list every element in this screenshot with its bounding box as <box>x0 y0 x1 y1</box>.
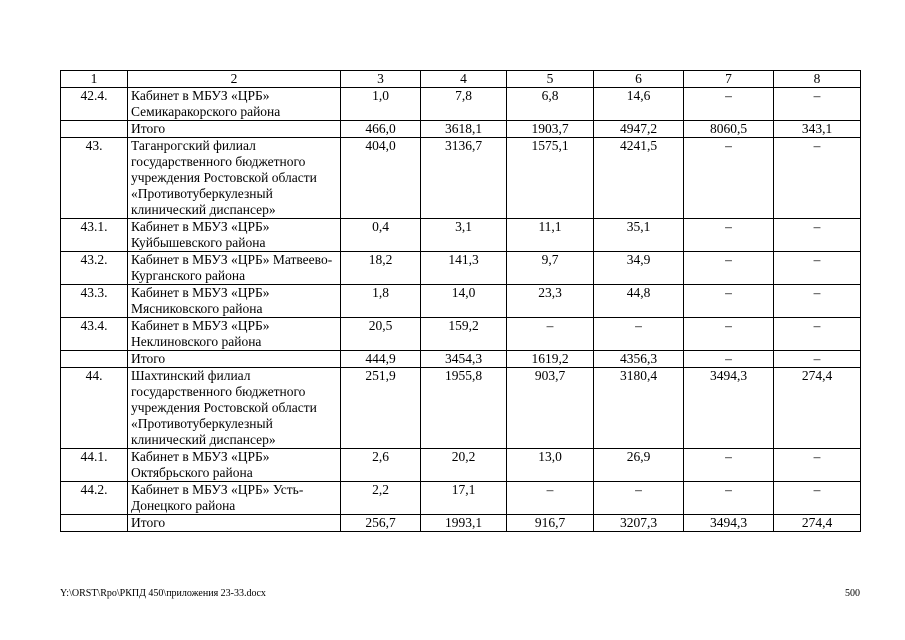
cell-v6: 4947,2 <box>594 121 684 138</box>
table-header-row <box>61 71 861 88</box>
cell-v8: – <box>774 88 861 121</box>
cell-num: 44. <box>61 368 128 449</box>
cell-v8: – <box>774 449 861 482</box>
header-cell: 2 <box>128 71 341 88</box>
cell-v6: 44,8 <box>594 285 684 318</box>
cell-v8: 274,4 <box>774 515 861 532</box>
cell-v6: 3207,3 <box>594 515 684 532</box>
header-cell: 5 <box>507 71 594 88</box>
cell-v3: 0,4 <box>341 219 421 252</box>
cell-v6: 35,1 <box>594 219 684 252</box>
cell-v5: 1575,1 <box>507 138 594 219</box>
cell-name: Итого <box>128 351 341 368</box>
page-number: 500 <box>845 588 860 599</box>
cell-name: Кабинет в МБУЗ «ЦРБ» Усть-Донецкого района <box>128 482 341 515</box>
cell-name: Шахтинский филиал государственного бюджетного учреждения Ростовской области «Противотуберкулезный клинический диспансер» <box>128 368 341 449</box>
cell-name: Таганрогский филиал государственного бюджетного учреждения Ростовской области «Противотуберкулезный клинический диспансер» <box>128 138 341 219</box>
cell-num: 44.2. <box>61 482 128 515</box>
file-path: Y:\ORST\Rpo\РКПД 450\приложения 23-33.docx <box>60 588 266 599</box>
cell-num <box>61 351 128 368</box>
cell-num: 43.1. <box>61 219 128 252</box>
cell-v6: 34,9 <box>594 252 684 285</box>
header-cell: 3 <box>341 71 421 88</box>
table-row <box>61 252 861 285</box>
cell-v6: 26,9 <box>594 449 684 482</box>
table-row <box>61 219 861 252</box>
cell-name: Итого <box>128 515 341 532</box>
cell-v5: 11,1 <box>507 219 594 252</box>
cell-v6: – <box>594 318 684 351</box>
cell-v7: 3494,3 <box>684 368 774 449</box>
cell-num <box>61 515 128 532</box>
cell-v5: 903,7 <box>507 368 594 449</box>
cell-v8: – <box>774 252 861 285</box>
cell-v5: 1619,2 <box>507 351 594 368</box>
cell-v3: 251,9 <box>341 368 421 449</box>
table-row <box>61 449 861 482</box>
cell-v4: 3,1 <box>421 219 507 252</box>
cell-v5: – <box>507 318 594 351</box>
cell-num: 44.1. <box>61 449 128 482</box>
cell-v3: 466,0 <box>341 121 421 138</box>
cell-v7: – <box>684 219 774 252</box>
cell-v4: 7,8 <box>421 88 507 121</box>
cell-v5: 13,0 <box>507 449 594 482</box>
cell-v6: – <box>594 482 684 515</box>
cell-v3: 18,2 <box>341 252 421 285</box>
cell-v6: 14,6 <box>594 88 684 121</box>
cell-v8: – <box>774 138 861 219</box>
cell-v7: – <box>684 252 774 285</box>
cell-v7: – <box>684 351 774 368</box>
cell-v7: – <box>684 88 774 121</box>
cell-v3: 444,9 <box>341 351 421 368</box>
header-cell: 4 <box>421 71 507 88</box>
cell-v5: – <box>507 482 594 515</box>
cell-v5: 916,7 <box>507 515 594 532</box>
cell-v5: 9,7 <box>507 252 594 285</box>
cell-v8: – <box>774 219 861 252</box>
cell-v7: 3494,3 <box>684 515 774 532</box>
cell-num <box>61 121 128 138</box>
cell-v7: – <box>684 318 774 351</box>
table-row <box>61 121 861 138</box>
table-body <box>61 71 861 532</box>
header-cell: 8 <box>774 71 861 88</box>
cell-v4: 17,1 <box>421 482 507 515</box>
table-row <box>61 138 861 219</box>
cell-v4: 3454,3 <box>421 351 507 368</box>
cell-v6: 3180,4 <box>594 368 684 449</box>
cell-num: 43.3. <box>61 285 128 318</box>
cell-v7: – <box>684 482 774 515</box>
cell-v5: 1903,7 <box>507 121 594 138</box>
header-cell: 6 <box>594 71 684 88</box>
cell-v6: 4356,3 <box>594 351 684 368</box>
cell-v8: – <box>774 482 861 515</box>
cell-num: 42.4. <box>61 88 128 121</box>
cell-v3: 20,5 <box>341 318 421 351</box>
table-row <box>61 318 861 351</box>
cell-v8: – <box>774 285 861 318</box>
cell-v4: 141,3 <box>421 252 507 285</box>
cell-v3: 2,2 <box>341 482 421 515</box>
cell-name: Кабинет в МБУЗ «ЦРБ» Октябрьского района <box>128 449 341 482</box>
table-row <box>61 482 861 515</box>
cell-v4: 159,2 <box>421 318 507 351</box>
cell-v5: 23,3 <box>507 285 594 318</box>
cell-v3: 404,0 <box>341 138 421 219</box>
cell-name: Кабинет в МБУЗ «ЦРБ» Мясниковского района <box>128 285 341 318</box>
cell-v7: – <box>684 449 774 482</box>
cell-v8: – <box>774 318 861 351</box>
cell-v3: 1,8 <box>341 285 421 318</box>
cell-v8: 274,4 <box>774 368 861 449</box>
cell-v3: 2,6 <box>341 449 421 482</box>
cell-v3: 256,7 <box>341 515 421 532</box>
table-row <box>61 88 861 121</box>
cell-num: 43.4. <box>61 318 128 351</box>
cell-name: Кабинет в МБУЗ «ЦРБ» Куйбышевского района <box>128 219 341 252</box>
header-cell: 1 <box>61 71 128 88</box>
cell-v4: 14,0 <box>421 285 507 318</box>
cell-v8: 343,1 <box>774 121 861 138</box>
data-table <box>60 70 861 532</box>
table-row <box>61 285 861 318</box>
cell-v3: 1,0 <box>341 88 421 121</box>
cell-v4: 3136,7 <box>421 138 507 219</box>
cell-name: Кабинет в МБУЗ «ЦРБ» Семикаракорского района <box>128 88 341 121</box>
cell-name: Кабинет в МБУЗ «ЦРБ» Неклиновского района <box>128 318 341 351</box>
cell-v7: – <box>684 285 774 318</box>
cell-v7: 8060,5 <box>684 121 774 138</box>
cell-v8: – <box>774 351 861 368</box>
cell-v4: 3618,1 <box>421 121 507 138</box>
cell-num: 43. <box>61 138 128 219</box>
cell-num: 43.2. <box>61 252 128 285</box>
cell-name: Кабинет в МБУЗ «ЦРБ» Матвеево-Курганского района <box>128 252 341 285</box>
table-row <box>61 368 861 449</box>
cell-v7: – <box>684 138 774 219</box>
header-cell: 7 <box>684 71 774 88</box>
cell-v4: 1955,8 <box>421 368 507 449</box>
cell-v5: 6,8 <box>507 88 594 121</box>
table-row <box>61 515 861 532</box>
table-row <box>61 351 861 368</box>
cell-v4: 20,2 <box>421 449 507 482</box>
cell-name: Итого <box>128 121 341 138</box>
cell-v6: 4241,5 <box>594 138 684 219</box>
cell-v4: 1993,1 <box>421 515 507 532</box>
